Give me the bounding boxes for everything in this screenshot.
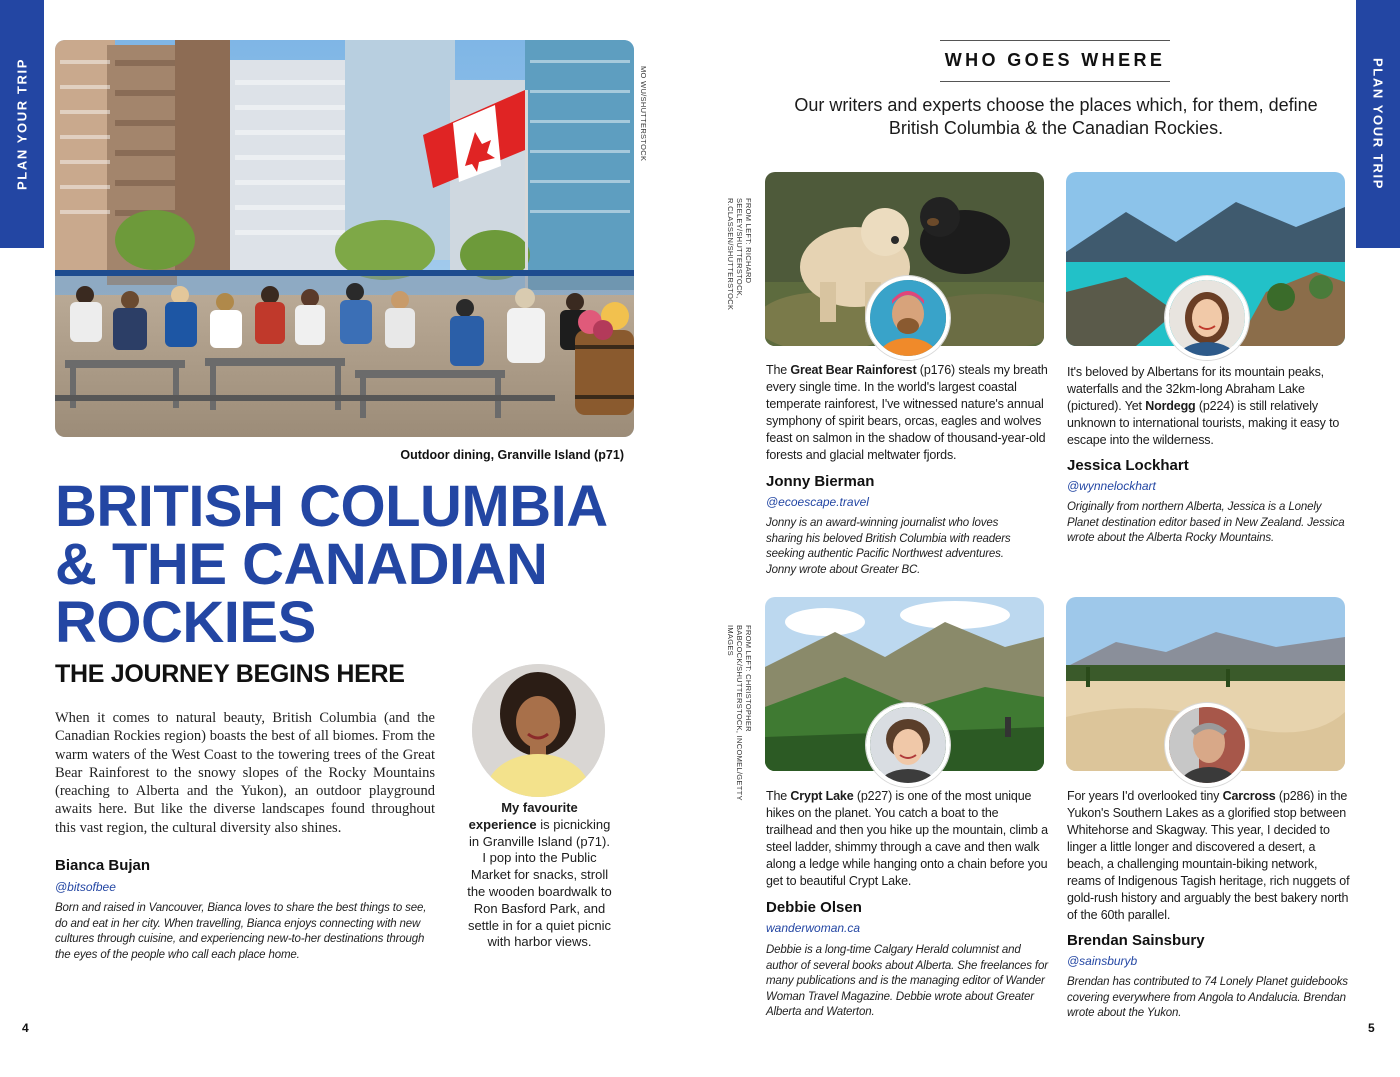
quote-brendan-place: Carcross bbox=[1222, 789, 1276, 803]
favourite-experience-text: is picnicking in Granville Island (p71). I pop into the Public Market for snacks, stroll the wooden boardwalk to Ron Basford Park, and settle in for a quiet picnic with harbor views. bbox=[467, 816, 612, 950]
quote-jessica-pre: It's beloved by Albertans for its mountain peaks, waterfalls and the 32km-long Abraham Lake (pictured). Yet bbox=[1067, 365, 1324, 413]
avatar-debbie-art bbox=[870, 707, 946, 783]
avatar-jonny bbox=[866, 276, 950, 360]
expert-bio-jessica: Originally from northern Alberta, Jessica is a Lonely Planet destination editor based in New Zealand. Jessica wrote about the Alberta Rocky Mountains. bbox=[1067, 501, 1345, 544]
page-subtitle: THE JOURNEY BEGINS HERE bbox=[55, 660, 405, 688]
heading-rule-bottom bbox=[940, 81, 1170, 82]
author-bio-bianca: Born and raised in Vancouver, Bianca loves to share the best things to see, do and eat in her city. When travelling, Bianca enjoys connecting with new cultures through cuisine, and experiencing new-to-her destinations through the eyes of the people who call each place home. bbox=[55, 902, 427, 961]
quote-brendan-post: (p286) in the Yukon's Southern Lakes as a glorified stop between Whitehorse and Skagway. This year, I decided to linger a little longer and discovered a desert, a beach, a challenging mountain-biking network, reams of Indigenous Tagish heritage, rich nuggets of gold-rush history and arguably the best bakery north of the 60th parallel. bbox=[1067, 789, 1350, 922]
author-name-bianca: Bianca Bujan bbox=[55, 857, 151, 874]
avatar-debbie bbox=[866, 703, 950, 787]
quote-debbie bbox=[766, 788, 1048, 890]
expert-name-debbie: Debbie Olsen bbox=[766, 899, 862, 916]
tab-label-left: PLAN YOUR TRIP bbox=[14, 58, 30, 190]
photo-credit-top: FROM LEFT: RICHARD SEELEY/SHUTTERSTOCK, R.CLASSEN/SHUTTERSTOCK bbox=[726, 198, 753, 311]
quote-jonny-place: Great Bear Rainforest bbox=[790, 363, 917, 377]
avatar-jonny-art bbox=[870, 280, 946, 356]
quote-brendan bbox=[1067, 788, 1350, 924]
photo-credit-left: MO WU/SHUTTERSTOCK bbox=[639, 66, 648, 162]
intro-line-2: British Columbia & the Canadian Rockies. bbox=[888, 118, 1224, 138]
avatar-jessica-art bbox=[1169, 280, 1245, 356]
intro-line-1: Our writers and experts choose the places which, for them, define bbox=[794, 95, 1318, 115]
favourite-experience-heading: My favourite experience bbox=[468, 800, 578, 832]
quote-debbie-post: (p227) is one of the most unique hikes on the planet. You catch a boat to the trailhead and then you hike up the mountain, climb a steel ladder, shimmy through a cave and then walk along a ledge while hanging onto a chain before you get to beautiful Crypt Lake. bbox=[766, 789, 1048, 888]
favourite-experience bbox=[466, 800, 613, 951]
expert-handle-jessica: @wynnelockhart bbox=[1067, 479, 1156, 493]
avatar-jessica bbox=[1165, 276, 1249, 360]
avatar-brendan bbox=[1165, 703, 1249, 787]
author-handle-bianca: @bitsofbee bbox=[55, 880, 116, 894]
plan-your-trip-tab-left bbox=[0, 0, 44, 248]
quote-jessica bbox=[1067, 364, 1350, 449]
quote-jonny-post: (p176) steals my breath every single time. In the world's largest coastal temperate rainforest, I've witnessed nature's annual symphony of spirit bears, orcas, eagles and wolves feast on salmon in the shadow of thousand-year-old forests and glacial meltwater fjords. bbox=[766, 363, 1048, 462]
quote-brendan-pre: For years I'd overlooked tiny bbox=[1067, 789, 1223, 803]
quote-debbie-place: Crypt Lake bbox=[790, 789, 854, 803]
page-number-right: 5 bbox=[1368, 1021, 1375, 1035]
expert-handle-jonny: @ecoescape.travel bbox=[766, 495, 869, 509]
quote-jessica-post: (p224) is still relatively unknown to international tourists, making it easy to escape into the wilderness. bbox=[1067, 399, 1340, 447]
expert-bio-jonny: Jonny is an award-winning journalist who loves sharing his beloved British Columbia with readers seeking authentic Pacific Northwest adventures. Jonny wrote about Greater BC. bbox=[766, 517, 1011, 576]
who-goes-where-intro bbox=[760, 94, 1352, 140]
page-title bbox=[55, 474, 655, 655]
expert-bio-brendan: Brendan has contributed to 74 Lonely Planet guidebooks covering everywhere from Angola to Andalucia. Brendan wrote about the Yukon. bbox=[1067, 976, 1348, 1019]
expert-name-brendan: Brendan Sainsbury bbox=[1067, 932, 1205, 949]
title-line-3: ROCKIES bbox=[55, 590, 316, 655]
tab-label-right: PLAN YOUR TRIP bbox=[1370, 58, 1386, 190]
expert-name-jonny: Jonny Bierman bbox=[766, 473, 875, 490]
photo-caption: Outdoor dining, Granville Island (p71) bbox=[400, 448, 624, 462]
plan-your-trip-tab-right bbox=[1356, 0, 1400, 248]
quote-debbie-pre: The bbox=[766, 789, 791, 803]
quote-jessica-place: Nordegg bbox=[1145, 399, 1196, 413]
expert-handle-brendan: @sainsburyb bbox=[1067, 954, 1138, 968]
granville-island-photo-art bbox=[55, 40, 634, 437]
intro-paragraph: When it comes to natural beauty, British Columbia (and the Canadian Rockies region) boasts the best of all biomes. From the warm waters of the West Coast to the towering trees of the Great Bear Rainforest to the snowy slopes of the Rocky Mountains (reaching to Alberta and the Yukon), an outdoor playground awaits here. But like the diverse landscapes found throughout this vast region, the cultural diversity also shines. bbox=[55, 710, 435, 836]
quote-jonny bbox=[766, 362, 1048, 464]
avatar-bianca-art bbox=[472, 664, 605, 797]
title-line-1: BRITISH COLUMBIA bbox=[55, 474, 608, 539]
expert-name-jessica: Jessica Lockhart bbox=[1067, 457, 1189, 474]
quote-jonny-pre: The bbox=[766, 363, 791, 377]
who-goes-where-heading: WHO GOES WHERE bbox=[944, 50, 1166, 70]
photo-credit-bottom: FROM LEFT: CHRISTOPHER BABCOCK/SHUTTERSTOCK, INCOMEL/GETTY IMAGES bbox=[726, 625, 753, 801]
avatar-bianca bbox=[472, 664, 605, 797]
heading-rule-top bbox=[940, 40, 1170, 41]
granville-island-photo bbox=[55, 40, 634, 437]
page-number-left: 4 bbox=[22, 1021, 29, 1035]
expert-bio-debbie: Debbie is a long-time Calgary Herald columnist and author of several books about Alberta. She freelances for many publications and is the managing editor of Wander Woman Travel Magazine. Debbie wrote about Greater Alberta and Waterton. bbox=[766, 944, 1048, 1018]
title-line-2: & THE CANADIAN bbox=[55, 532, 548, 597]
expert-handle-debbie: wanderwoman.ca bbox=[766, 921, 861, 935]
avatar-brendan-art bbox=[1169, 707, 1245, 783]
